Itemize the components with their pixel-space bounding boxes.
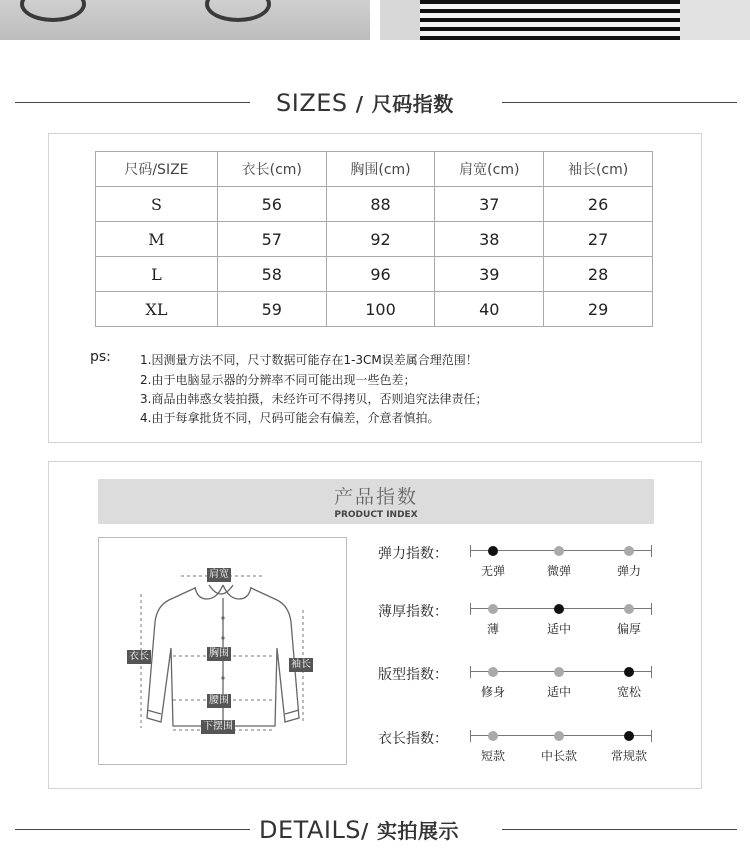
thickness-option: 适中 xyxy=(546,622,572,636)
fit-index-label: 版型指数： xyxy=(378,667,448,683)
details-section-title: DETAILS/ 实拍展示 xyxy=(259,816,459,844)
striped-garment xyxy=(420,0,680,40)
hem-label: 下摆围 xyxy=(203,721,233,732)
size-column-header: 袖长(cm) xyxy=(544,152,653,187)
measurement-cell: 39 xyxy=(435,257,544,292)
measurement-cell: 92 xyxy=(326,222,435,257)
scale-dot xyxy=(554,667,564,677)
note-4: 4.由于每拿批货不同，尺码可能会有偏差，介意者慎拍。 xyxy=(140,411,440,425)
measurement-cell: 58 xyxy=(217,257,326,292)
measurement-cell: 88 xyxy=(326,187,435,222)
measurement-cell: 100 xyxy=(326,292,435,327)
length-option: 常规款 xyxy=(610,749,648,763)
scale-dot xyxy=(554,546,564,556)
thickness-option: 偏厚 xyxy=(616,622,642,636)
scale-dot xyxy=(624,667,634,677)
size-column-header: 胸围(cm) xyxy=(326,152,435,187)
elasticity-option: 弹力 xyxy=(616,564,642,578)
details-divider-left xyxy=(15,829,250,830)
scale-dot xyxy=(488,604,498,614)
length-index-label: 衣长指数： xyxy=(378,731,448,747)
elasticity-option: 无弹 xyxy=(480,564,506,578)
fit-option: 适中 xyxy=(546,685,572,699)
fit-option: 宽松 xyxy=(616,685,642,699)
length-option: 短款 xyxy=(480,749,506,763)
garment-detail xyxy=(205,0,271,22)
size-table-header xyxy=(96,152,653,187)
elasticity-scale xyxy=(470,545,652,557)
measurement-cell: 59 xyxy=(217,292,326,327)
table-row xyxy=(96,257,653,292)
length-scale xyxy=(470,730,652,742)
header-divider-right xyxy=(502,102,737,103)
photo-background xyxy=(680,0,750,40)
size-cell: S xyxy=(96,187,218,222)
scale-dot xyxy=(624,546,634,556)
thickness-index-label: 薄厚指数： xyxy=(378,604,448,620)
scale-dot xyxy=(488,546,498,556)
scale-dot xyxy=(488,731,498,741)
sizes-section-title: SIZES / 尺码指数 xyxy=(276,89,454,117)
thickness-scale xyxy=(470,603,652,615)
size-column-header: 尺码/SIZE xyxy=(96,152,218,187)
scale-dot xyxy=(554,604,564,614)
measurement-cell: 38 xyxy=(435,222,544,257)
measurement-cell: 26 xyxy=(544,187,653,222)
shirt-measurement-diagram xyxy=(98,537,347,765)
details-divider-right xyxy=(502,829,737,830)
size-cell: XL xyxy=(96,292,218,327)
measurement-cell: 27 xyxy=(544,222,653,257)
note-3: 3.商品由韩惑女装拍摄，未经许可不得拷贝，否则追究法律责任； xyxy=(140,392,488,406)
size-cell: M xyxy=(96,222,218,257)
size-table xyxy=(95,151,653,327)
notes-label: ps: xyxy=(90,349,111,365)
note-1: 1.因测量方法不同，尺寸数据可能存在1-3CM误差属合理范围！ xyxy=(140,353,478,367)
length-label: 衣长 xyxy=(129,651,149,662)
fit-option: 修身 xyxy=(480,685,506,699)
sleeve-label: 袖长 xyxy=(291,659,311,670)
chest-label: 胸围 xyxy=(209,648,229,659)
scale-dot xyxy=(554,731,564,741)
measurement-cell: 57 xyxy=(217,222,326,257)
product-index-subtitle: PRODUCT INDEX xyxy=(334,510,418,520)
length-option: 中长款 xyxy=(540,749,578,763)
measurement-cell: 29 xyxy=(544,292,653,327)
measurement-cell: 40 xyxy=(435,292,544,327)
note-2: 2.由于电脑显示器的分辨率不同可能出现一些色差； xyxy=(140,373,416,387)
elasticity-index-label: 弹力指数： xyxy=(378,546,448,562)
top-photo-right xyxy=(380,0,750,40)
measurement-cell: 96 xyxy=(326,257,435,292)
elasticity-option: 微弹 xyxy=(546,564,572,578)
garment-detail xyxy=(20,0,86,22)
thickness-option: 薄 xyxy=(486,622,500,636)
measurement-cell: 56 xyxy=(217,187,326,222)
table-row xyxy=(96,187,653,222)
size-column-header: 肩宽(cm) xyxy=(435,152,544,187)
measurement-cell: 37 xyxy=(435,187,544,222)
table-row xyxy=(96,222,653,257)
size-column-header: 衣长(cm) xyxy=(217,152,326,187)
product-index-banner xyxy=(98,479,654,524)
scale-dot xyxy=(624,604,634,614)
size-cell: L xyxy=(96,257,218,292)
top-photo-left xyxy=(0,0,370,40)
fit-scale xyxy=(470,666,652,678)
header-divider-left xyxy=(15,102,250,103)
scale-dot xyxy=(624,731,634,741)
shoulder-label: 肩宽 xyxy=(209,569,229,580)
size-table-body xyxy=(96,187,653,327)
waist-label: 腰围 xyxy=(209,695,229,706)
measurement-cell: 28 xyxy=(544,257,653,292)
scale-dot xyxy=(488,667,498,677)
product-index-title: 产品指数 xyxy=(333,486,418,508)
table-row xyxy=(96,292,653,327)
